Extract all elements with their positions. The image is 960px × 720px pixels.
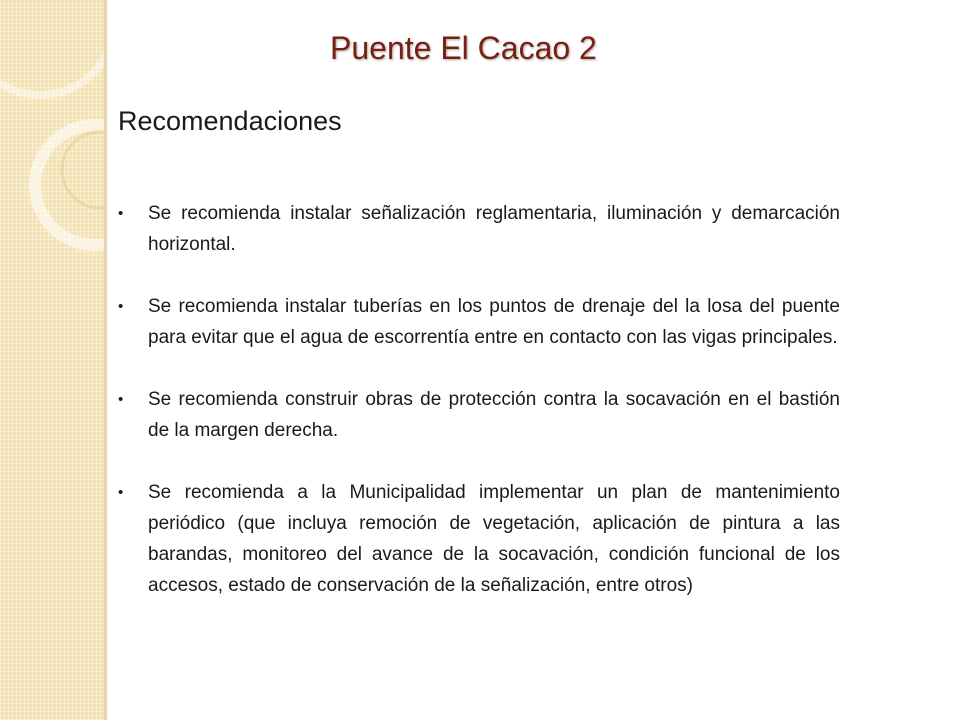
bullet-marker: • xyxy=(118,205,124,222)
bullet-item xyxy=(118,477,840,601)
bullet-item xyxy=(118,198,840,260)
slide-title: Puente El Cacao 2 xyxy=(330,30,597,66)
slide-subtitle: Recomendaciones xyxy=(118,106,342,136)
bullet-item xyxy=(118,291,840,353)
bullet-text: Se recomienda instalar señalización reglamentaria, iluminación y demarcación horizontal. xyxy=(148,203,840,255)
bullet-marker: • xyxy=(118,298,124,315)
bullet-text: Se recomienda instalar tuberías en los puntos de drenaje del la losa del puente para evitar que el agua de escorrentía entre en contacto con las vigas principales. xyxy=(148,296,840,348)
decorative-circles-icon xyxy=(0,0,104,260)
panel-divider xyxy=(104,0,107,720)
bullet-item xyxy=(118,384,840,446)
bullet-marker: • xyxy=(118,391,124,408)
bullet-text: Se recomienda a la Municipalidad implementar un plan de mantenimiento periódico (que incluya remoción de vegetación, aplicación de pintura a las barandas, monitoreo del avance de la socavación, condición funcional de los accesos, estado de conservación de la señalización, entre otros) xyxy=(148,482,840,596)
bullet-text: Se recomienda construir obras de protección contra la socavación en el bastión de la margen derecha. xyxy=(148,389,840,441)
bullet-marker: • xyxy=(118,484,124,501)
bullet-list xyxy=(118,198,840,632)
decorative-side-panel xyxy=(0,0,104,720)
